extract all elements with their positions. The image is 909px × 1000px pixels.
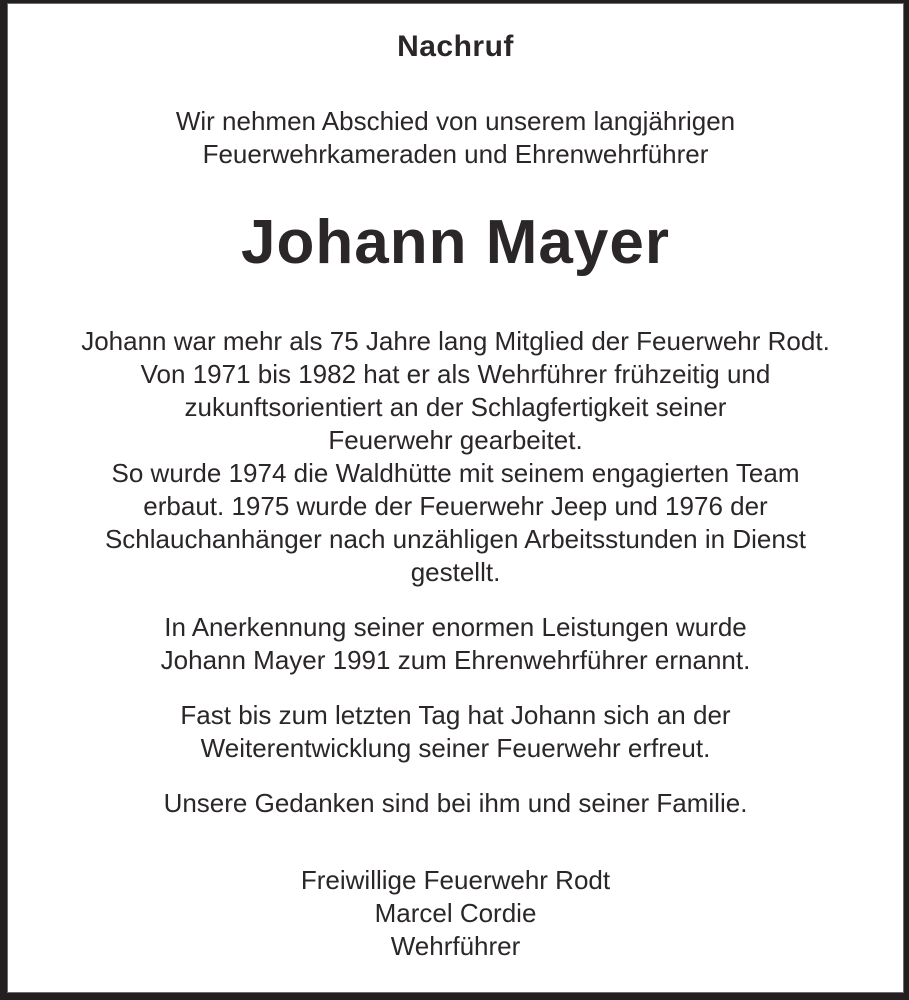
body-line: Unsere Gedanken sind bei ihm und seiner Familie.	[163, 788, 748, 818]
body-line: Fast bis zum letzten Tag hat Johann sich an der	[180, 700, 731, 730]
paragraph	[7, 699, 904, 765]
body-line: In Anerkennung seiner enormen Leistungen wurde	[164, 612, 747, 642]
intro-line: Feuerwehrkameraden und Ehrenwehrführer	[202, 139, 709, 169]
deceased-name: Johann Mayer	[241, 208, 670, 277]
signature-organization: Freiwillige Feuerwehr Rodt	[300, 865, 611, 895]
body-line: Feuerwehr gearbeitet.	[328, 425, 583, 455]
obituary-heading: Nachruf	[397, 30, 514, 63]
intro-block	[7, 105, 904, 171]
body-line: erbaut. 1975 wurde der Feuerwehr Jeep und 1976 der	[143, 491, 768, 521]
paragraph	[7, 325, 904, 589]
body-line: Johann Mayer 1991 zum Ehrenwehrführer ernannt.	[160, 645, 751, 675]
body-line: Johann war mehr als 75 Jahre lang Mitglied der Feuerwehr Rodt.	[81, 326, 830, 356]
body-line: Weiterentwicklung seiner Feuerwehr erfreut.	[200, 733, 711, 763]
body-line: Schlauchanhänger nach unzähligen Arbeitsstunden in Dienst	[104, 524, 807, 554]
signature-block	[7, 864, 904, 963]
paragraph	[7, 611, 904, 677]
body-line: zukunftsorientiert an der Schlagfertigkeit seiner	[184, 392, 727, 422]
obituary-body	[7, 325, 904, 820]
body-line: So wurde 1974 die Waldhütte mit seinem engagierten Team	[111, 458, 800, 488]
intro-line: Wir nehmen Abschied von unserem langjährigen	[175, 106, 736, 136]
body-line: gestellt.	[410, 557, 501, 587]
obituary-sheet	[7, 3, 904, 993]
paragraph	[7, 787, 904, 820]
signature-title: Wehrführer	[390, 931, 521, 961]
body-line: Von 1971 bis 1982 hat er als Wehrführer frühzeitig und	[140, 359, 771, 389]
signature-name: Marcel Cordie	[374, 898, 537, 928]
